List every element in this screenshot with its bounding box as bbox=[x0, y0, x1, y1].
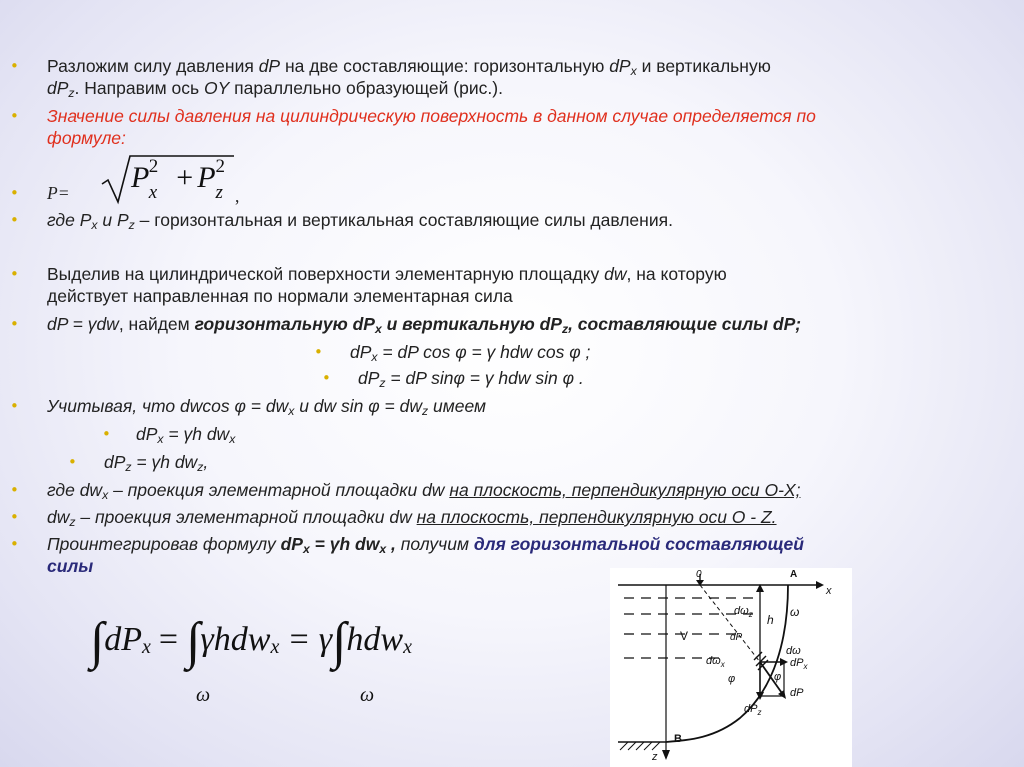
text-span: имеем bbox=[428, 396, 486, 416]
text-line-7: действует направленная по нормали элементарная сила bbox=[47, 286, 513, 306]
formula-gamma-hdw: γhdw bbox=[200, 621, 271, 658]
label-dwz: $d\omega_z$ bbox=[734, 605, 753, 619]
text-span: – проекция элементарной площадки dw bbox=[108, 480, 450, 500]
subscript: z bbox=[68, 86, 75, 100]
text-span: и вертикальную dP bbox=[381, 314, 562, 334]
exponent: 2 bbox=[215, 156, 226, 177]
text-span: dP bbox=[104, 452, 126, 472]
text-span: параллельно образующей (рис.). bbox=[229, 78, 503, 98]
bullet-6: • bbox=[10, 315, 19, 333]
underlined-text: на плоскость, перпендикулярную оси O-X; bbox=[449, 480, 801, 500]
text-span: = γh dw bbox=[163, 424, 230, 444]
subscript: z bbox=[69, 515, 76, 529]
equals-sign: = bbox=[158, 621, 179, 658]
text-line-15 bbox=[47, 507, 777, 533]
text-line-12 bbox=[136, 424, 235, 450]
math-dP: dP bbox=[47, 78, 69, 98]
text-span: , bbox=[386, 534, 396, 554]
integral-lower-limit: ω bbox=[196, 684, 211, 706]
text-span: и вертикальную bbox=[636, 56, 771, 76]
text-span: и dw sin φ = dw bbox=[294, 396, 422, 416]
text-span: – проекция элементарной площадки dw bbox=[75, 507, 417, 527]
label-dw: dω bbox=[786, 645, 801, 657]
text-span: Проинтегрировав формулу bbox=[47, 534, 281, 554]
text-line-11 bbox=[47, 396, 486, 422]
formula-2 bbox=[90, 613, 412, 670]
label-phi-2: φ bbox=[774, 671, 782, 683]
bullet-14: • bbox=[10, 535, 19, 553]
label-x-axis: x bbox=[826, 585, 832, 597]
math-dw: dw bbox=[604, 264, 627, 284]
text-span: , bbox=[203, 452, 209, 472]
bullet-2: • bbox=[10, 107, 19, 125]
text-span: горизонтальную dP bbox=[194, 314, 375, 334]
label-dP-small: dP bbox=[730, 632, 743, 643]
exponent: 2 bbox=[148, 156, 159, 177]
text-span: = dP sinφ = γ hdw sin φ . bbox=[385, 368, 584, 388]
integral-lower-limit: ω bbox=[360, 684, 375, 706]
text-line-14 bbox=[47, 480, 800, 506]
highlighted-text: для горизонтальной составляющей bbox=[473, 534, 804, 554]
text-span: dP bbox=[350, 342, 372, 362]
formula-hdw: hdw bbox=[346, 621, 404, 658]
label-dP: dP bbox=[790, 687, 804, 699]
underlined-text: на плоскость, перпендикулярную оси O - Z. bbox=[416, 507, 777, 527]
subscript: z bbox=[422, 404, 429, 418]
label-origin: 0 bbox=[696, 569, 702, 580]
subscript: x bbox=[403, 636, 412, 658]
formula-1-body bbox=[131, 156, 226, 203]
bullet-11: • bbox=[68, 453, 77, 471]
integral-sign: ∫ bbox=[90, 613, 105, 670]
bullet-12: • bbox=[10, 481, 19, 499]
text-line-6 bbox=[47, 264, 727, 285]
text-span: на две составляющие: горизонтальную bbox=[280, 56, 610, 76]
text-span: = dP cos φ = γ hdw cos φ ; bbox=[377, 342, 591, 362]
label-dwx: $d\omega_x$ bbox=[706, 655, 725, 669]
text-span: получим bbox=[395, 534, 474, 554]
subscript: x bbox=[379, 542, 387, 556]
bullet-13: • bbox=[10, 508, 19, 526]
formula-P: P bbox=[197, 161, 216, 194]
label-dPz: $dP_z$ bbox=[744, 703, 762, 717]
subscript: x bbox=[302, 542, 310, 556]
text-line-10 bbox=[358, 368, 584, 394]
label-B: B bbox=[674, 733, 682, 745]
text-line-2 bbox=[47, 78, 503, 104]
bullet-3: • bbox=[10, 184, 19, 202]
integral-sign: ∫ bbox=[186, 613, 201, 670]
subscript: x bbox=[157, 432, 164, 446]
label-V: V bbox=[680, 629, 689, 643]
text-span: и P bbox=[97, 210, 129, 230]
subscript: z bbox=[128, 218, 135, 232]
subscript: z bbox=[215, 182, 223, 203]
subscript: x bbox=[630, 64, 637, 78]
text-line-16 bbox=[47, 534, 804, 560]
text-span: . Направим ось bbox=[74, 78, 204, 98]
text-span: Выделив на цилиндрической поверхности элементарную площадку bbox=[47, 264, 605, 284]
subscript: z bbox=[197, 460, 204, 474]
subscript: x bbox=[102, 488, 109, 502]
bullet-7: • bbox=[314, 343, 323, 361]
subscript: x bbox=[229, 432, 236, 446]
subscript: z bbox=[561, 322, 569, 336]
text-span: = γh dw bbox=[309, 534, 380, 554]
text-span: dw bbox=[47, 507, 70, 527]
label-omega: ω bbox=[790, 605, 800, 619]
bullet-10: • bbox=[102, 425, 111, 443]
text-span: = γh dw bbox=[131, 452, 198, 472]
text-span: dP bbox=[136, 424, 158, 444]
subscript: x bbox=[91, 218, 98, 232]
subscript: x bbox=[371, 350, 378, 364]
formula-1-lhs: P= bbox=[47, 183, 70, 203]
subscript: z bbox=[379, 376, 386, 390]
math-dP: dP bbox=[258, 56, 281, 76]
formula-1-comma: , bbox=[235, 186, 240, 206]
text-line-17: силы bbox=[47, 556, 94, 576]
text-line-5 bbox=[47, 210, 673, 236]
text-span: – горизонтальная и вертикальная составляющие силы давления. bbox=[134, 210, 673, 230]
text-span: Разложим силу давления bbox=[47, 56, 259, 76]
math-OY: OY bbox=[204, 78, 230, 98]
text-span: , составляющие силы dP; bbox=[568, 314, 802, 334]
plus-sign: + bbox=[176, 161, 194, 194]
equals-gamma: = γ bbox=[287, 621, 333, 658]
subscript: x bbox=[374, 322, 382, 336]
text-line-8 bbox=[47, 314, 801, 340]
text-span: dP bbox=[358, 368, 380, 388]
bullet-8: • bbox=[322, 369, 331, 387]
text-line-3: Значение силы давления на цилиндрическую поверхность в данном случае определяется по bbox=[47, 106, 816, 126]
label-dPx: $dP_x$ bbox=[790, 657, 808, 671]
math-dP: dP bbox=[609, 56, 631, 76]
text-span: где dw bbox=[47, 480, 103, 500]
subscript: z bbox=[125, 460, 132, 474]
formula-P: P bbox=[131, 161, 149, 194]
text-span: где P bbox=[47, 210, 92, 230]
label-phi-1: φ bbox=[728, 673, 736, 685]
bullet-1: • bbox=[10, 57, 19, 75]
integral-sign: ∫ bbox=[332, 613, 347, 670]
bullet-9: • bbox=[10, 397, 19, 415]
subscript: x bbox=[288, 404, 295, 418]
text-span: Учитывая, что dwcos φ = dw bbox=[47, 396, 289, 416]
bullet-4: • bbox=[10, 211, 19, 229]
figure-diagram bbox=[610, 568, 852, 767]
label-h: h bbox=[767, 613, 774, 627]
subscript: x bbox=[270, 636, 280, 658]
label-z-axis: z bbox=[652, 751, 658, 763]
bullet-5: • bbox=[10, 265, 19, 283]
formula-dP: dP bbox=[104, 621, 143, 658]
text-span: , найдем bbox=[118, 314, 195, 334]
text-line-9 bbox=[350, 342, 590, 368]
text-line-13 bbox=[104, 452, 208, 478]
label-A: A bbox=[790, 569, 798, 580]
text-line-4: формуле: bbox=[47, 128, 126, 148]
text-span: , на которую bbox=[626, 264, 727, 284]
subscript: x bbox=[148, 182, 158, 203]
text-span: dP = γdw bbox=[47, 314, 119, 334]
text-span: dP bbox=[280, 534, 303, 554]
subscript: x bbox=[142, 636, 151, 658]
